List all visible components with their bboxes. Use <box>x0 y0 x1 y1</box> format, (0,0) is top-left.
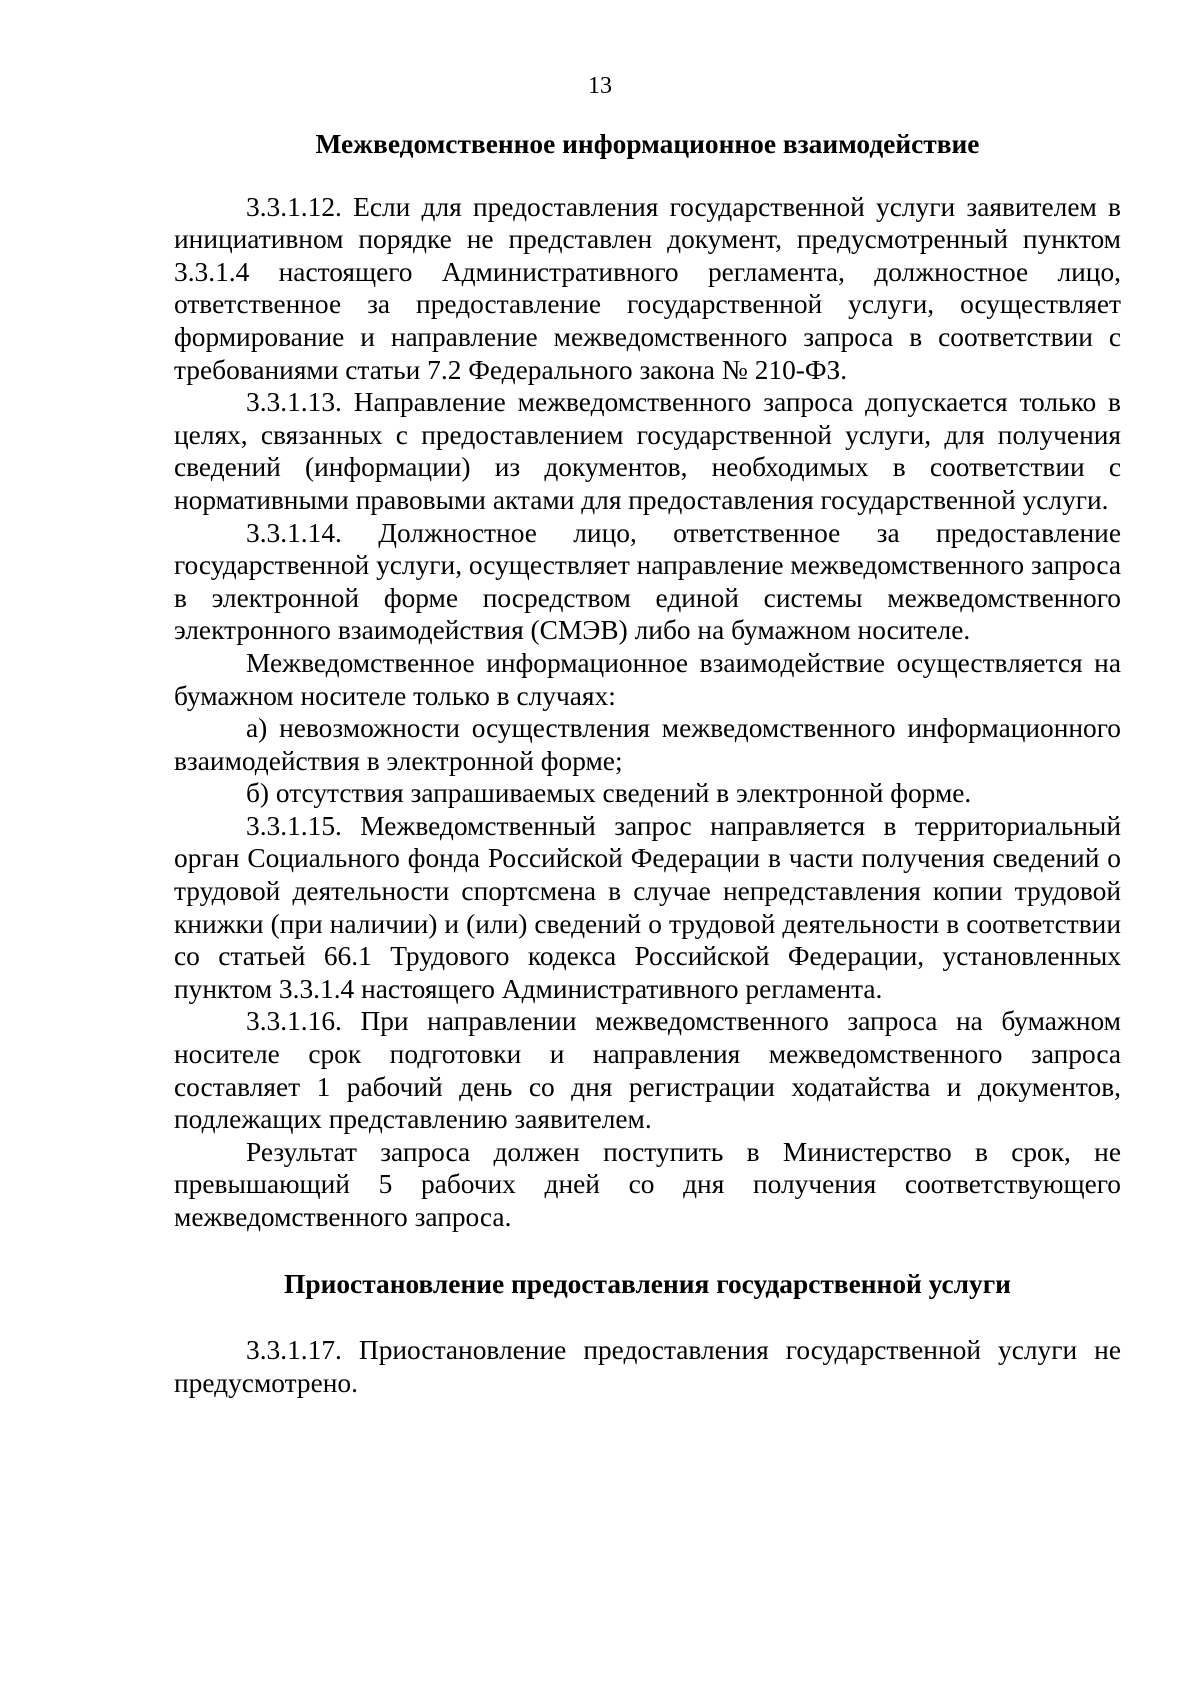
paragraph-request-result: Результат запроса должен поступить в Министерство в срок, не превышающий 5 рабочих дней со дня получения соответствующего межведомственного запроса. <box>174 1136 1121 1232</box>
section-heading-interagency: Межведомственное информационное взаимодействие <box>315 129 980 159</box>
paragraph-3-3-1-13: 3.3.1.13. Направление межведомственного запроса допускается только в целях, связанных с предоставлением государственной услуги, для получения сведений (информации) из документов, необходимых в соответствии с нормативными правовыми актами для предоставления государственной услуги. <box>174 387 1121 515</box>
paragraph-3-3-1-14: 3.3.1.14. Должностное лицо, ответственное за предоставление государственной услуги, осуществляет направление межведомственного запроса в электронной форме посредством единой системы межведомственного электронного взаимодействия (СМЭВ) либо на бумажном носителе. <box>174 517 1121 646</box>
section-heading-suspension: Приостановление предоставления государственной услуги <box>284 1268 1011 1299</box>
document-body <box>174 128 1121 1399</box>
paragraph-paper-cases: Межведомственное информационное взаимодействие осуществляется на бумажном носителе только в случаях: <box>174 647 1121 711</box>
paragraph-3-3-1-16: 3.3.1.16. При направлении межведомственного запроса на бумажном носителе срок подготовки и направления межведомственного запроса составляет 1 рабочий день со дня регистрации ходатайства и документов, подлежащих представлению заявителем. <box>174 1006 1121 1135</box>
paragraph-3-3-1-17: 3.3.1.17. Приостановление предоставления государственной услуги не предусмотрено. <box>174 1335 1121 1398</box>
paragraph-3-3-1-15: 3.3.1.15. Межведомственный запрос направляется в территориальный орган Социального фонда Российской Федерации в части получения сведений о трудовой деятельности спортсмена в случае непредставления копии трудовой книжки (при наличии) и (или) сведений о трудовой деятельности в соответствии со статьей 66.1 Трудового кодекса Российской Федерации, установленных пунктом 3.3.1.4 настоящего Административного регламента. <box>174 810 1121 1004</box>
paragraph-3-3-1-12: 3.3.1.12. Если для предоставления государственной услуги заявителем в инициативном порядке не представлен документ, предусмотренный пунктом 3.3.1.4 настоящего Административного регламента, должностное лицо, ответственное за предоставление государственной услуги, осуществляет формирование и направление межведомственного запроса в соответствии с требованиями статьи 7.2 Федерального закона № 210-ФЗ. <box>174 191 1121 385</box>
paragraph-case-b: б) отсутствия запрашиваемых сведений в электронной форме. <box>246 778 972 809</box>
paragraph-case-a: а) невозможности осуществления межведомственного информационного взаимодействия в электронной форме; <box>174 713 1121 776</box>
page-number: 13 <box>588 73 612 99</box>
